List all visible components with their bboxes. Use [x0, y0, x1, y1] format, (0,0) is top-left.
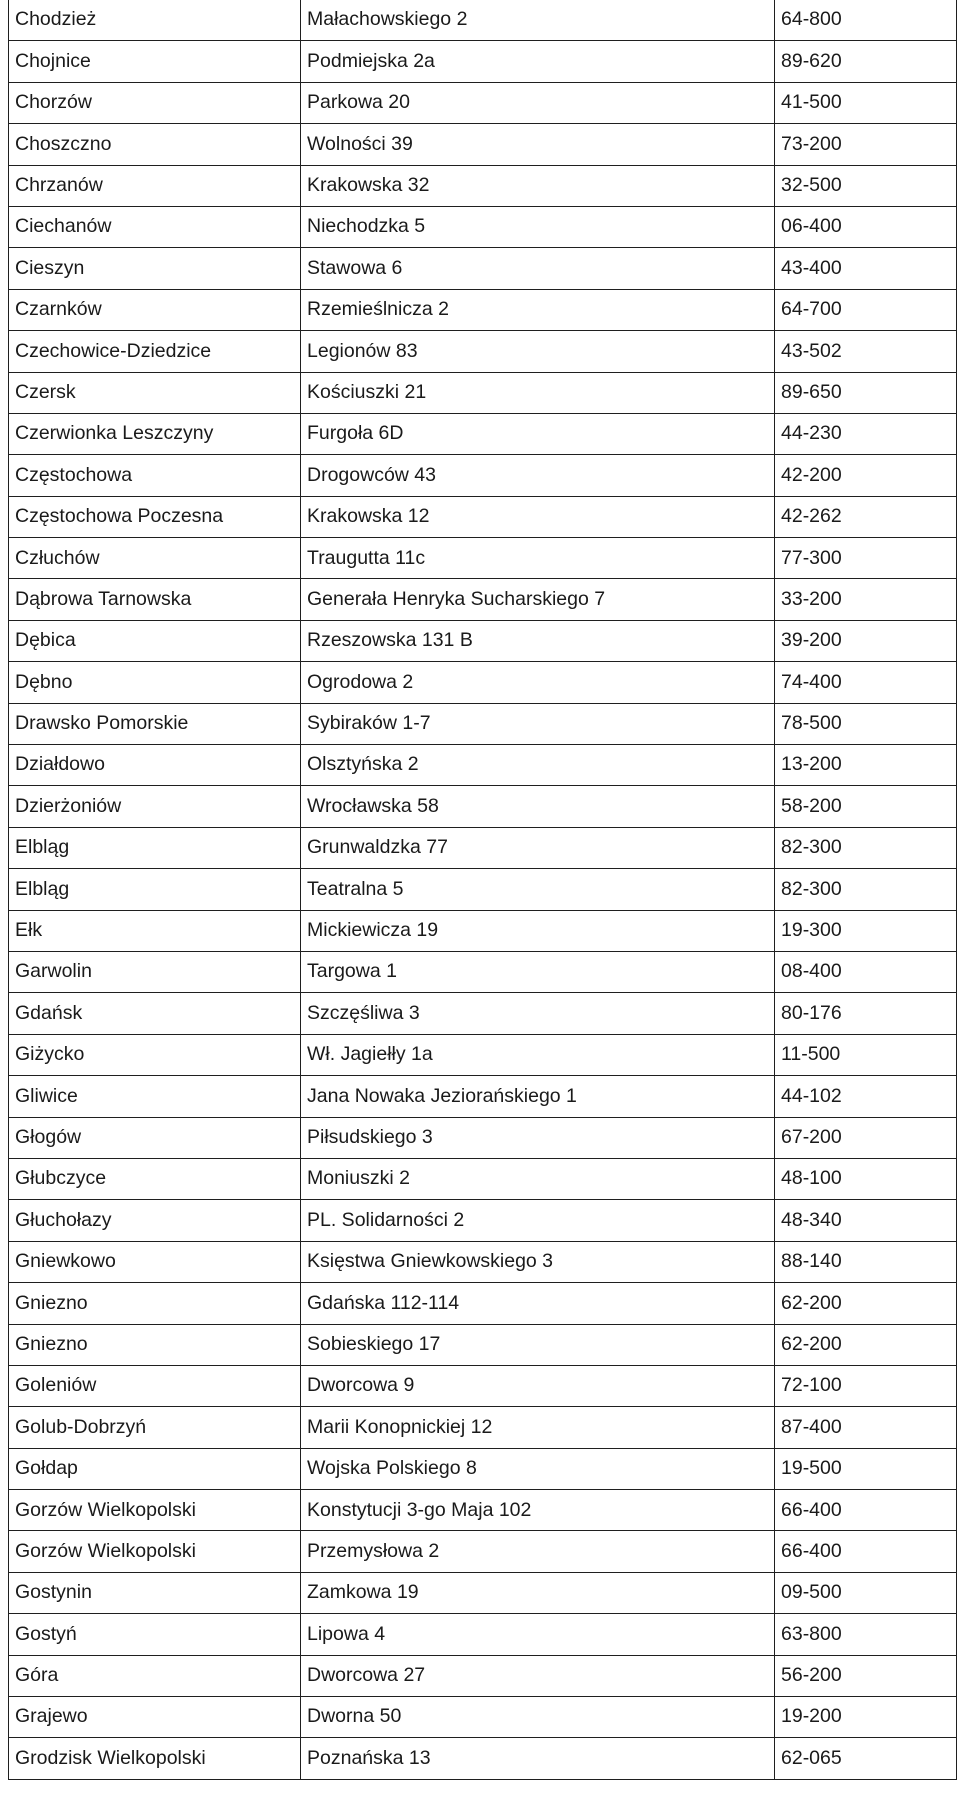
table-row [9, 331, 957, 372]
city-cell: Chojnice [9, 41, 301, 82]
postal-code-cell: 62-200 [775, 1324, 957, 1365]
table-row [9, 910, 957, 951]
postal-code-cell: 44-230 [775, 413, 957, 454]
postal-code-cell: 88-140 [775, 1241, 957, 1282]
table-row [9, 1697, 957, 1738]
city-cell: Gdańsk [9, 993, 301, 1034]
city-cell: Grajewo [9, 1697, 301, 1738]
city-cell: Golub-Dobrzyń [9, 1407, 301, 1448]
city-cell: Gniezno [9, 1283, 301, 1324]
address-cell: Teatralna 5 [301, 869, 775, 910]
table-row [9, 703, 957, 744]
city-cell: Dębno [9, 662, 301, 703]
postal-code-cell: 82-300 [775, 827, 957, 868]
city-cell: Gostynin [9, 1572, 301, 1613]
postal-code-cell: 63-800 [775, 1614, 957, 1655]
city-cell: Ciechanów [9, 206, 301, 247]
table-row [9, 1407, 957, 1448]
address-cell: Grunwaldzka 77 [301, 827, 775, 868]
postal-code-cell: 08-400 [775, 951, 957, 992]
table-row [9, 1531, 957, 1572]
table-row [9, 1200, 957, 1241]
postal-code-cell: 89-620 [775, 41, 957, 82]
city-cell: Gołdap [9, 1448, 301, 1489]
postal-code-cell: 44-102 [775, 1076, 957, 1117]
table-row [9, 745, 957, 786]
postal-code-cell: 58-200 [775, 786, 957, 827]
address-cell: Parkowa 20 [301, 82, 775, 123]
city-cell: Głogów [9, 1117, 301, 1158]
postal-code-cell: 66-400 [775, 1490, 957, 1531]
table-row [9, 1448, 957, 1489]
city-cell: Gorzów Wielkopolski [9, 1490, 301, 1531]
table-row [9, 289, 957, 330]
address-cell: Przemysłowa 2 [301, 1531, 775, 1572]
postal-code-cell: 56-200 [775, 1655, 957, 1696]
table-row [9, 827, 957, 868]
postal-code-cell: 42-200 [775, 455, 957, 496]
table-row [9, 1241, 957, 1282]
postal-code-cell: 19-500 [775, 1448, 957, 1489]
address-cell: Olsztyńska 2 [301, 745, 775, 786]
postal-code-cell: 62-200 [775, 1283, 957, 1324]
postal-code-cell: 72-100 [775, 1365, 957, 1406]
postal-code-cell: 78-500 [775, 703, 957, 744]
city-cell: Gniezno [9, 1324, 301, 1365]
table-row [9, 1614, 957, 1655]
table-row [9, 1117, 957, 1158]
table-row [9, 1034, 957, 1075]
address-cell: Podmiejska 2a [301, 41, 775, 82]
city-cell: Czechowice-Dziedzice [9, 331, 301, 372]
city-cell: Dębica [9, 620, 301, 661]
city-cell: Goleniów [9, 1365, 301, 1406]
city-cell: Czerwionka Leszczyny [9, 413, 301, 454]
city-cell: Człuchów [9, 538, 301, 579]
postal-code-cell: 19-300 [775, 910, 957, 951]
table-row [9, 662, 957, 703]
address-cell: Dworna 50 [301, 1697, 775, 1738]
city-cell: Chodzież [9, 0, 301, 41]
address-cell: Wolności 39 [301, 124, 775, 165]
city-cell: Drawsko Pomorskie [9, 703, 301, 744]
postal-code-cell: 73-200 [775, 124, 957, 165]
city-cell: Chorzów [9, 82, 301, 123]
address-table-container [8, 0, 956, 1780]
postal-code-cell: 09-500 [775, 1572, 957, 1613]
postal-code-cell: 74-400 [775, 662, 957, 703]
table-row [9, 1324, 957, 1365]
table-row [9, 41, 957, 82]
city-cell: Elbląg [9, 869, 301, 910]
city-cell: Czarnków [9, 289, 301, 330]
postal-code-cell: 82-300 [775, 869, 957, 910]
table-row [9, 951, 957, 992]
postal-code-cell: 64-700 [775, 289, 957, 330]
address-cell: Lipowa 4 [301, 1614, 775, 1655]
city-cell: Gniewkowo [9, 1241, 301, 1282]
table-row [9, 0, 957, 41]
city-cell: Czersk [9, 372, 301, 413]
city-cell: Dzierżoniów [9, 786, 301, 827]
table-row [9, 206, 957, 247]
postal-code-cell: 67-200 [775, 1117, 957, 1158]
address-cell: Rzemieślnicza 2 [301, 289, 775, 330]
address-cell: Krakowska 32 [301, 165, 775, 206]
address-cell: Mickiewicza 19 [301, 910, 775, 951]
city-cell: Garwolin [9, 951, 301, 992]
postal-code-cell: 32-500 [775, 165, 957, 206]
table-row [9, 413, 957, 454]
postal-code-cell: 64-800 [775, 0, 957, 41]
address-cell: Sobieskiego 17 [301, 1324, 775, 1365]
table-row [9, 1490, 957, 1531]
postal-code-cell: 87-400 [775, 1407, 957, 1448]
postal-code-cell: 33-200 [775, 579, 957, 620]
address-cell: Gdańska 112-114 [301, 1283, 775, 1324]
postal-code-cell: 43-502 [775, 331, 957, 372]
city-cell: Głuchołazy [9, 1200, 301, 1241]
address-cell: Piłsudskiego 3 [301, 1117, 775, 1158]
address-cell: Furgoła 6D [301, 413, 775, 454]
address-cell: Marii Konopnickiej 12 [301, 1407, 775, 1448]
city-cell: Częstochowa [9, 455, 301, 496]
table-row [9, 372, 957, 413]
city-cell: Gostyń [9, 1614, 301, 1655]
address-cell: Wł. Jagiełły 1a [301, 1034, 775, 1075]
address-cell: Niechodzka 5 [301, 206, 775, 247]
city-cell: Głubczyce [9, 1158, 301, 1199]
postal-code-cell: 42-262 [775, 496, 957, 537]
address-cell: Rzeszowska 131 B [301, 620, 775, 661]
city-cell: Dąbrowa Tarnowska [9, 579, 301, 620]
postal-code-cell: 13-200 [775, 745, 957, 786]
address-cell: Wrocławska 58 [301, 786, 775, 827]
address-cell: Krakowska 12 [301, 496, 775, 537]
address-cell: Poznańska 13 [301, 1738, 775, 1779]
address-cell: Legionów 83 [301, 331, 775, 372]
city-cell: Chrzanów [9, 165, 301, 206]
postal-code-cell: 48-340 [775, 1200, 957, 1241]
postal-code-cell: 41-500 [775, 82, 957, 123]
table-row [9, 248, 957, 289]
table-row [9, 869, 957, 910]
city-cell: Choszczno [9, 124, 301, 165]
table-row [9, 1572, 957, 1613]
postal-code-cell: 77-300 [775, 538, 957, 579]
table-row [9, 1158, 957, 1199]
address-cell: Kościuszki 21 [301, 372, 775, 413]
address-cell: PL. Solidarności 2 [301, 1200, 775, 1241]
postal-code-cell: 80-176 [775, 993, 957, 1034]
city-cell: Ełk [9, 910, 301, 951]
city-cell: Cieszyn [9, 248, 301, 289]
city-cell: Góra [9, 1655, 301, 1696]
address-cell: Drogowców 43 [301, 455, 775, 496]
address-table [8, 0, 957, 1780]
table-row [9, 579, 957, 620]
postal-code-cell: 19-200 [775, 1697, 957, 1738]
city-cell: Elbląg [9, 827, 301, 868]
postal-code-cell: 66-400 [775, 1531, 957, 1572]
postal-code-cell: 48-100 [775, 1158, 957, 1199]
table-row [9, 620, 957, 661]
address-cell: Szczęśliwa 3 [301, 993, 775, 1034]
address-cell: Traugutta 11c [301, 538, 775, 579]
city-cell: Częstochowa Poczesna [9, 496, 301, 537]
address-cell: Stawowa 6 [301, 248, 775, 289]
address-cell: Dworcowa 27 [301, 1655, 775, 1696]
city-cell: Gliwice [9, 1076, 301, 1117]
postal-code-cell: 06-400 [775, 206, 957, 247]
city-cell: Gorzów Wielkopolski [9, 1531, 301, 1572]
postal-code-cell: 62-065 [775, 1738, 957, 1779]
city-cell: Grodzisk Wielkopolski [9, 1738, 301, 1779]
table-row [9, 82, 957, 123]
address-cell: Małachowskiego 2 [301, 0, 775, 41]
table-row [9, 1738, 957, 1779]
address-cell: Wojska Polskiego 8 [301, 1448, 775, 1489]
postal-code-cell: 39-200 [775, 620, 957, 661]
address-cell: Księstwa Gniewkowskiego 3 [301, 1241, 775, 1282]
postal-code-cell: 43-400 [775, 248, 957, 289]
city-cell: Giżycko [9, 1034, 301, 1075]
city-cell: Działdowo [9, 745, 301, 786]
address-table-body [9, 0, 957, 1779]
table-row [9, 1655, 957, 1696]
table-row [9, 455, 957, 496]
table-row [9, 1365, 957, 1406]
address-cell: Jana Nowaka Jeziorańskiego 1 [301, 1076, 775, 1117]
table-row [9, 786, 957, 827]
address-cell: Zamkowa 19 [301, 1572, 775, 1613]
postal-code-cell: 89-650 [775, 372, 957, 413]
table-row [9, 1076, 957, 1117]
address-cell: Dworcowa 9 [301, 1365, 775, 1406]
table-row [9, 1283, 957, 1324]
table-row [9, 124, 957, 165]
table-row [9, 165, 957, 206]
address-cell: Konstytucji 3-go Maja 102 [301, 1490, 775, 1531]
address-cell: Targowa 1 [301, 951, 775, 992]
table-row [9, 496, 957, 537]
address-cell: Generała Henryka Sucharskiego 7 [301, 579, 775, 620]
postal-code-cell: 11-500 [775, 1034, 957, 1075]
address-cell: Moniuszki 2 [301, 1158, 775, 1199]
table-row [9, 993, 957, 1034]
table-row [9, 538, 957, 579]
address-cell: Ogrodowa 2 [301, 662, 775, 703]
address-cell: Sybiraków 1-7 [301, 703, 775, 744]
